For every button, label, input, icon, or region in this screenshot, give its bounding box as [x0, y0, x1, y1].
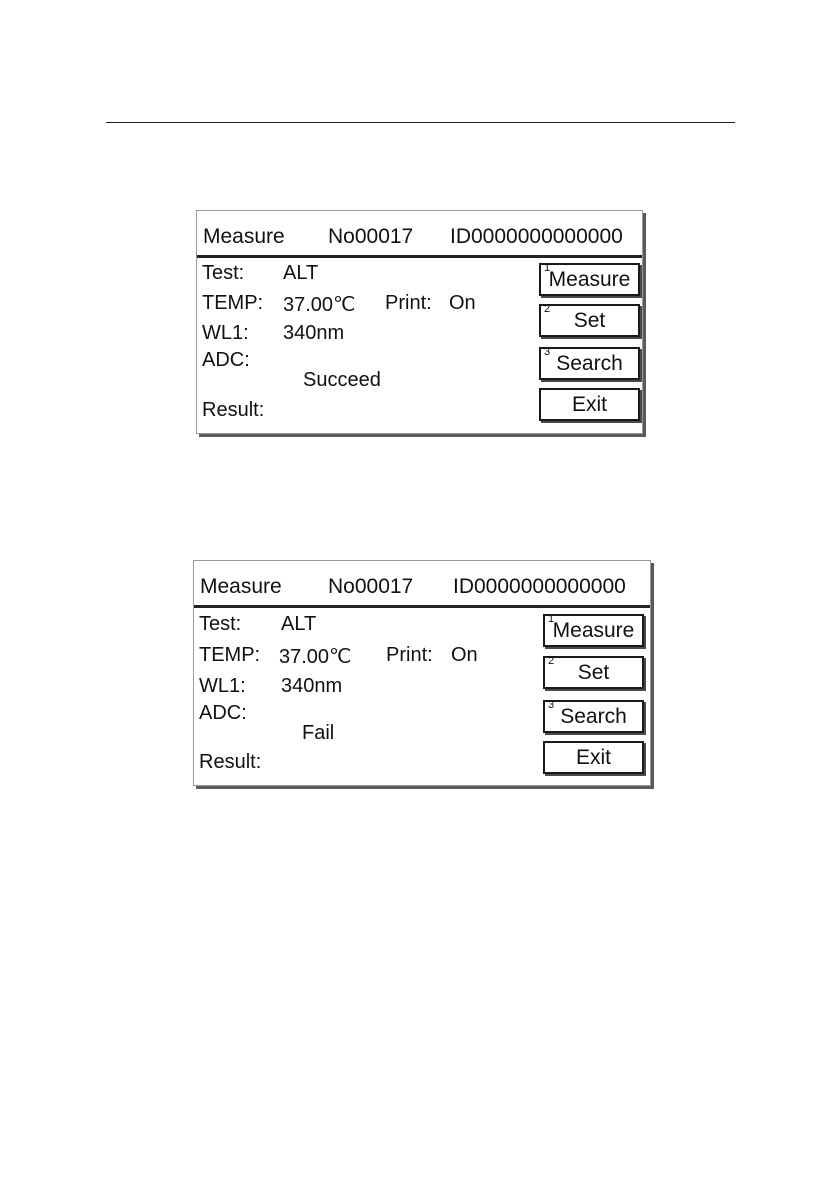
screen-title: Measure: [200, 575, 282, 598]
measure-button-label: Measure: [552, 619, 635, 642]
set-button-label: Set: [573, 309, 606, 332]
exit-button-label: Exit: [571, 393, 607, 416]
sample-id: ID0000000000000: [453, 575, 626, 598]
wl-value: 340nm: [283, 322, 345, 344]
adc-status: Succeed: [303, 369, 381, 391]
button-key-number: 1: [544, 262, 551, 274]
page-top-rule: [106, 122, 735, 123]
exit-button[interactable]: [543, 741, 644, 774]
search-button-label: Search: [560, 705, 627, 728]
test-value: ALT: [281, 613, 317, 635]
exit-button-label: Exit: [575, 746, 611, 769]
search-button-label: Search: [556, 352, 623, 375]
result-label: Result:: [202, 399, 265, 421]
search-button[interactable]: [539, 347, 640, 380]
wl-label: WL1:: [199, 675, 246, 697]
temp-label: TEMP:: [202, 292, 264, 314]
button-key-number: 2: [544, 303, 551, 315]
temp-value: 37.00℃: [283, 294, 356, 316]
wl-value: 340nm: [281, 675, 343, 697]
test-label: Test:: [199, 613, 242, 635]
button-key-number: 3: [548, 699, 555, 711]
measure-button[interactable]: [539, 263, 640, 296]
adc-status: Fail: [302, 722, 335, 744]
measure-screen-succeed: [196, 210, 643, 434]
print-value: On: [449, 292, 476, 314]
measure-button-label: Measure: [548, 268, 631, 291]
exit-button[interactable]: [539, 388, 640, 421]
button-key-number: 1: [548, 613, 555, 625]
temp-label: TEMP:: [199, 644, 261, 666]
adc-label: ADC:: [202, 349, 250, 371]
measure-screen-fail: [193, 560, 651, 786]
temp-value: 37.00℃: [279, 646, 352, 668]
button-key-number: 2: [548, 655, 555, 667]
set-button[interactable]: [543, 656, 644, 689]
print-label: Print:: [386, 644, 433, 666]
adc-label: ADC:: [199, 702, 247, 724]
search-button[interactable]: [543, 700, 644, 733]
set-button-label: Set: [577, 661, 610, 684]
sample-number: No00017: [328, 225, 414, 248]
print-label: Print:: [385, 292, 432, 314]
test-value: ALT: [283, 262, 319, 284]
sample-id: ID0000000000000: [450, 225, 623, 248]
sample-number: No00017: [328, 575, 414, 598]
print-value: On: [451, 644, 478, 666]
result-label: Result:: [199, 751, 262, 773]
measure-button[interactable]: [543, 614, 644, 647]
screen-header: [194, 561, 650, 608]
test-label: Test:: [202, 262, 245, 284]
set-button[interactable]: [539, 304, 640, 337]
screen-header: [197, 211, 642, 258]
screen-title: Measure: [203, 225, 285, 248]
button-key-number: 3: [544, 346, 551, 358]
wl-label: WL1:: [202, 322, 249, 344]
